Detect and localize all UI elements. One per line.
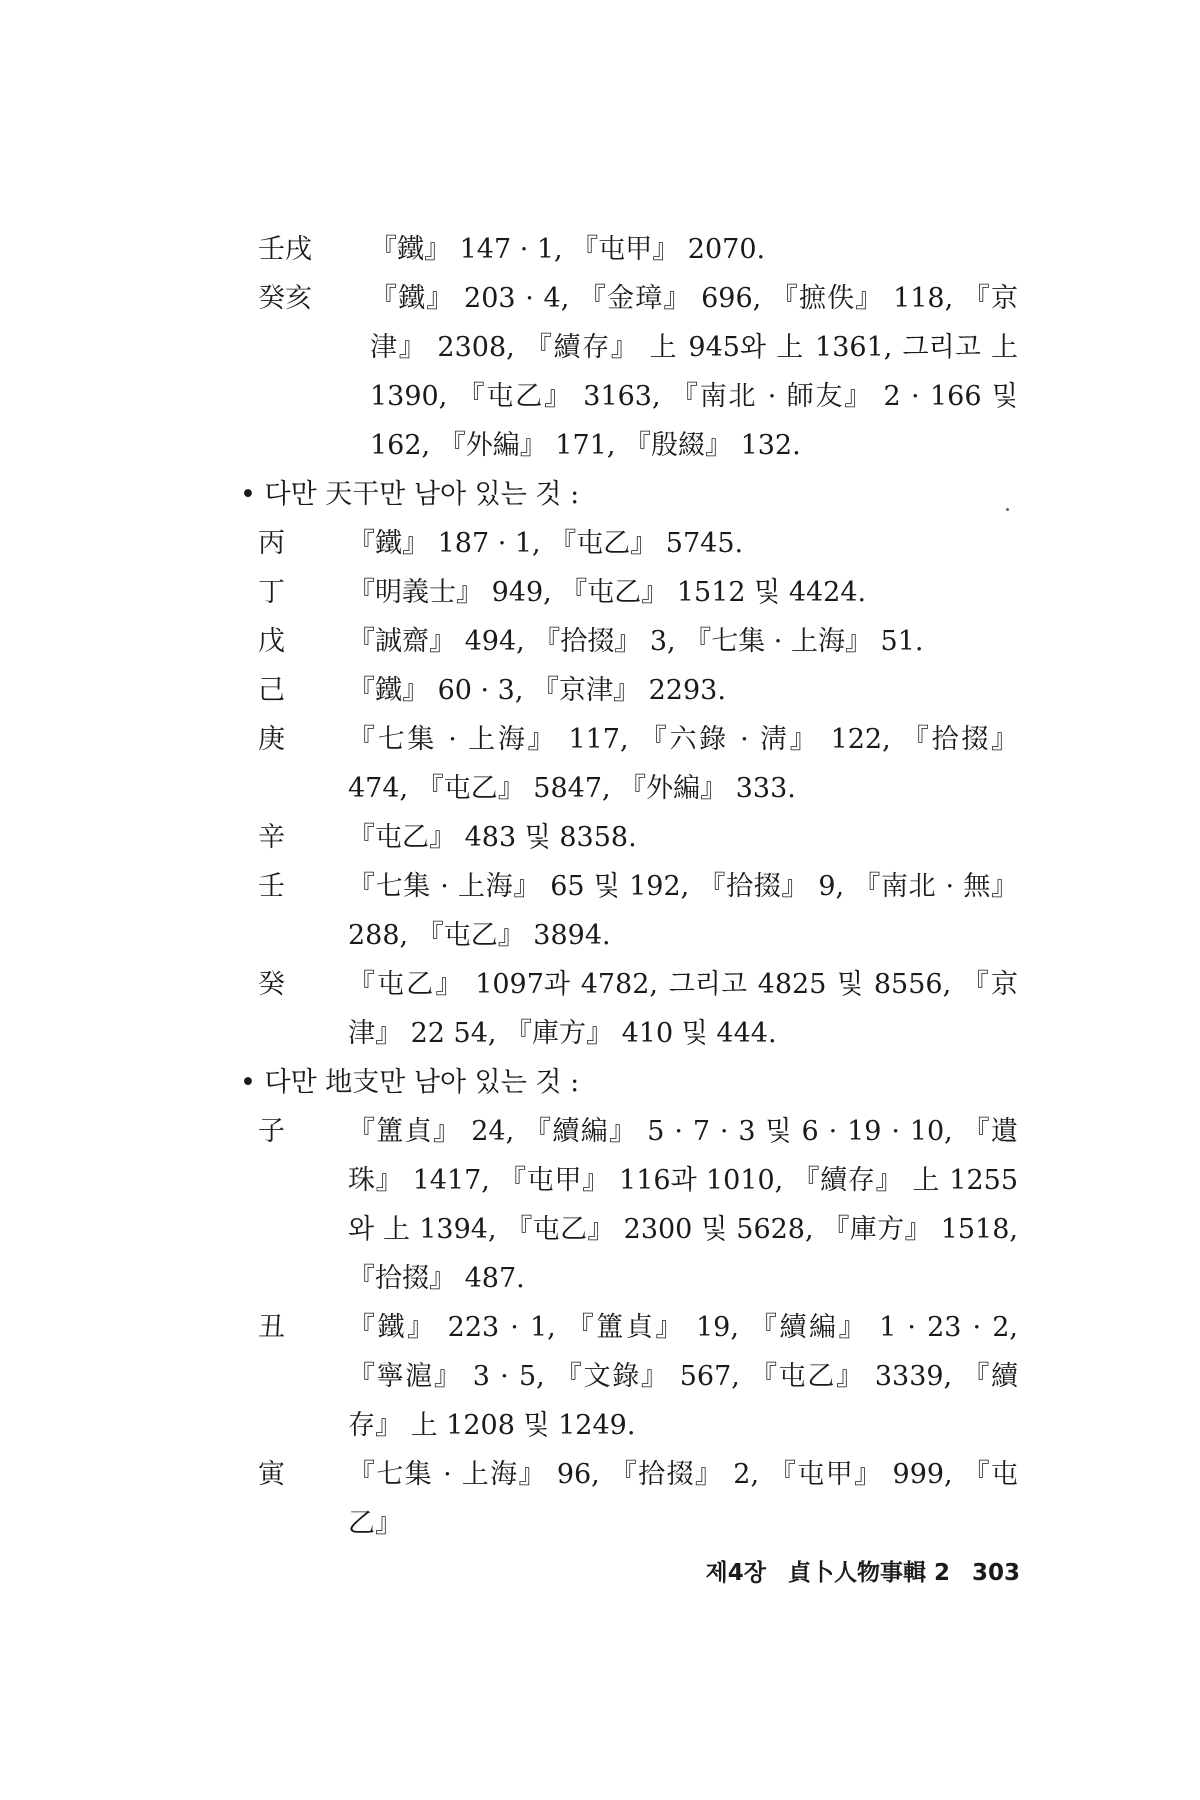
entry-text: 『七集 · 上海』 65 및 192, 『拾掇』 9, 『南北 · 無』 288, 『屯乙』 3894. <box>348 871 1018 951</box>
entry-label: 癸 <box>258 969 285 1000</box>
entry-text: 『鐵』 223 · 1, 『簠貞』 19, 『續編』 1 · 23 · 2, 『寧滬』 3 · 5, 『文錄』 567, 『屯乙』 3339, 『續存』 上 1208 및 1249. <box>348 1312 1018 1441</box>
entry-label: 己 <box>258 675 285 706</box>
running-footer <box>700 1558 1020 1588</box>
entry-label: 子 <box>258 1116 285 1147</box>
entry-text: 『鐵』 147 · 1, 『屯甲』 2070. <box>370 234 766 265</box>
entry-row <box>258 666 1018 715</box>
entry-text: 『鐵』 187 · 1, 『屯乙』 5745. <box>348 528 744 559</box>
entry-text: 『誠齋』 494, 『拾掇』 3, 『七集 · 上海』 51. <box>348 626 924 657</box>
entry-text: 『鐵』 203 · 4, 『金璋』 696, 『摭佚』 118, 『京津』 2308, 『續存』 上 945와 上 1361, 그리고 上 1390, 『屯乙』 3163, 『南北 · 師友』 2 · 166 및 162, 『外編』 171, 『殷綴』 132. <box>370 283 1018 461</box>
section-heading-text: • 다만 地支만 남아 있는 것 : <box>240 1067 580 1098</box>
entry-row <box>258 1303 1018 1450</box>
entry-text: 『屯乙』 1097과 4782, 그리고 4825 및 8556, 『京津』 22 54, 『庫方』 410 및 444. <box>348 969 1018 1049</box>
entry-label: 癸亥 <box>258 283 312 314</box>
entry-row <box>258 813 1018 862</box>
scan-speck <box>1006 508 1009 511</box>
entry-text: 『簠貞』 24, 『續編』 5 · 7 · 3 및 6 · 19 · 10, 『遺珠』 1417, 『屯甲』 116과 1010, 『續存』 上 1255와 上 1394, 『屯乙』 2300 및 5628, 『庫方』 1518, 『拾掇』 487. <box>348 1116 1018 1294</box>
entry-list <box>240 225 1018 1548</box>
footer-chapter: 제4장 <box>705 1560 766 1586</box>
entry-label: 壬戌 <box>258 234 312 265</box>
footer-title: 貞卜人物事輯 2 <box>787 1560 950 1586</box>
entry-label: 丁 <box>258 577 285 608</box>
entry-text: 『明義士』 949, 『屯乙』 1512 및 4424. <box>348 577 867 608</box>
entry-text: 『屯乙』 483 및 8358. <box>348 822 637 853</box>
entry-label: 寅 <box>258 1459 285 1490</box>
section-heading-text: • 다만 天干만 남아 있는 것 : <box>240 479 580 510</box>
entry-row <box>258 960 1018 1058</box>
entry-row <box>258 568 1018 617</box>
entry-row <box>258 519 1018 568</box>
entry-label: 丑 <box>258 1312 285 1343</box>
entry-row <box>258 617 1018 666</box>
entry-row <box>258 225 1018 274</box>
entry-label: 壬 <box>258 871 285 902</box>
entry-row <box>258 274 1018 470</box>
entry-row <box>258 862 1018 960</box>
entry-label: 戊 <box>258 626 285 657</box>
entry-text: 『七集 · 上海』 96, 『拾掇』 2, 『屯甲』 999, 『屯乙』 <box>348 1459 1018 1539</box>
entry-text: 『鐵』 60 · 3, 『京津』 2293. <box>348 675 726 706</box>
entry-row <box>258 1450 1018 1548</box>
entry-row <box>258 715 1018 813</box>
section-heading <box>240 470 1018 519</box>
entry-label: 辛 <box>258 822 285 853</box>
entry-row <box>258 1107 1018 1303</box>
entry-label: 庚 <box>258 724 285 755</box>
page-number: 303 <box>971 1560 1020 1586</box>
section-heading <box>240 1058 1018 1107</box>
entry-text: 『七集 · 上海』 117, 『六錄 · 淸』 122, 『拾掇』 474, 『屯乙』 5847, 『外編』 333. <box>348 724 1018 804</box>
entry-label: 丙 <box>258 528 285 559</box>
